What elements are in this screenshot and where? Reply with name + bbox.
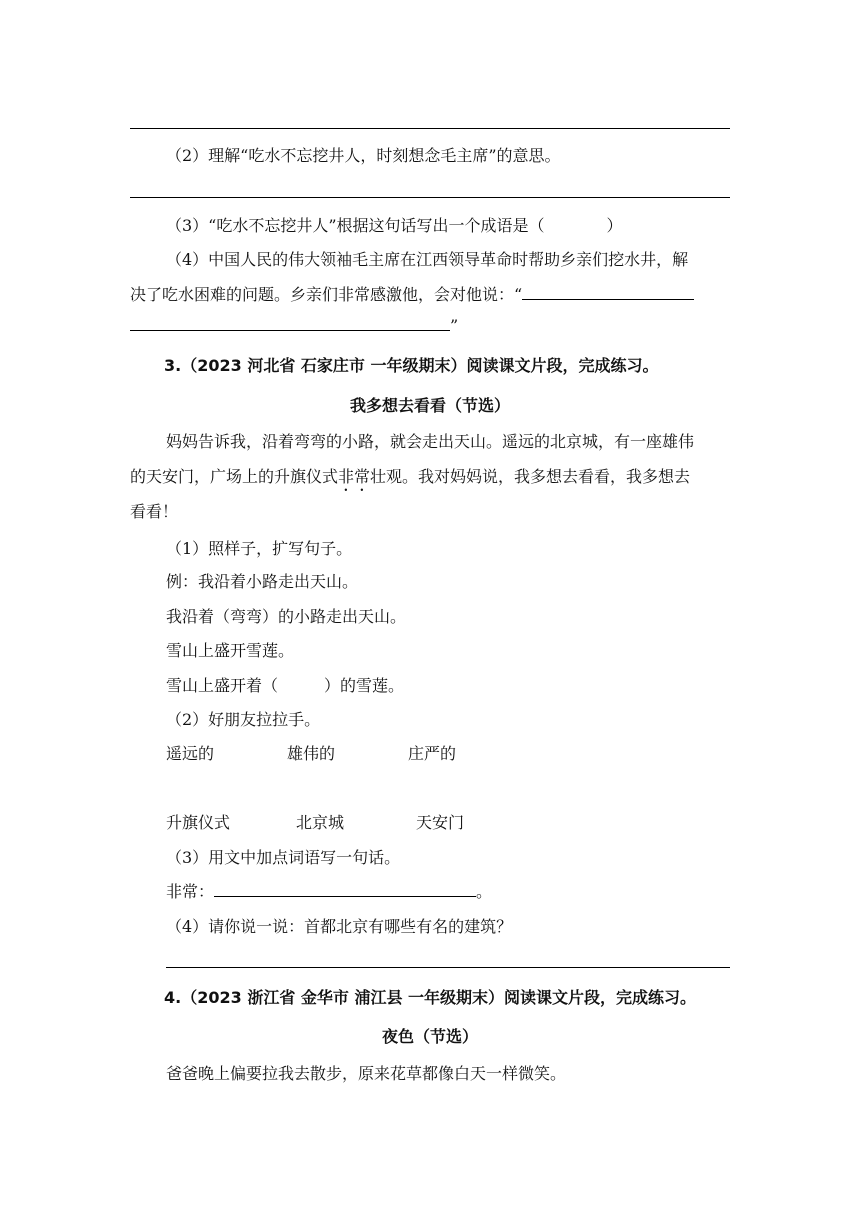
match-top-item[interactable]: 庄严的 [408, 744, 457, 763]
question-4-heading: 4.（2023 浙江省 金华市 浦江县 一年级期末）阅读课文片段，完成练习。 [164, 988, 697, 1007]
match-top-item[interactable]: 遥远的 [166, 744, 215, 763]
fill-suffix: ）的雪莲。 [324, 676, 405, 695]
passage-title: 夜色（节选） [381, 1027, 478, 1046]
item-3-suffix: ） [606, 216, 623, 235]
passage-title: 我多想去看看（节选） [349, 396, 510, 415]
quote-answer-blank[interactable] [522, 285, 694, 300]
match-top-item[interactable]: 雄伟的 [287, 744, 336, 763]
sentence-answer-blank[interactable] [214, 882, 476, 897]
item-4-text: 决了吃水困难的问题。乡亲们非常感激他，会对他说：“ [130, 285, 523, 304]
example-answer: 我沿着（弯弯）的小路走出天山。 [166, 607, 407, 626]
question-3-heading: 3.（2023 河北省 石家庄市 一年级期末）阅读课文片段，完成练习。 [164, 356, 659, 375]
sub-question-4: （4）请你说一说：首都北京有哪些有名的建筑？ [166, 917, 513, 936]
passage-line: 看看！ [130, 502, 179, 521]
sub-question-3: （3）用文中加点词语写一句话。 [166, 848, 401, 867]
example-sentence: 例：我沿着小路走出天山。 [166, 572, 359, 591]
match-bottom-item[interactable]: 天安门 [416, 813, 465, 832]
close-quote: ” [450, 316, 459, 335]
answer-line[interactable] [166, 967, 730, 968]
sub-question-1: （1）照样子，扩写句子。 [166, 539, 353, 558]
sentence-end: 。 [476, 882, 493, 901]
item-3-prefix: （3）“吃水不忘挖井人”根据这句话写出一个成语是（ [166, 216, 545, 235]
question-item-2-4-line2 [130, 285, 694, 305]
match-bottom-item[interactable]: 北京城 [296, 813, 345, 832]
fill-sentence [166, 676, 404, 696]
quote-answer-blank-continued[interactable] [130, 316, 450, 331]
passage-line [130, 467, 690, 495]
question-item-2-4-line1: （4）中国人民的伟大领袖毛主席在江西领导革命时帮助乡亲们挖水井，解 [166, 250, 689, 269]
answer-line[interactable] [130, 128, 730, 129]
fill-prefix: 雪山上盛开着（ [166, 676, 279, 695]
question-item-2-4-line3 [130, 316, 458, 336]
passage-text: 的天安门，广场上的升旗仪式 [130, 467, 339, 486]
question-item-2-2: （2）理解“吃水不忘挖井人，时刻想念毛主席”的意思。 [166, 146, 561, 165]
answer-line[interactable] [130, 197, 730, 198]
passage-line: 妈妈告诉我，沿着弯弯的小路，就会走出天山。遥远的北京城，有一座雄伟 [166, 432, 695, 451]
sentence-writing [166, 882, 492, 902]
dotted-word: 非常 [338, 467, 371, 486]
passage-line: 爸爸晚上偏要拉我去散步，原来花草都像白天一样微笑。 [166, 1064, 567, 1083]
given-sentence: 雪山上盛开雪莲。 [166, 641, 295, 660]
match-bottom-item[interactable]: 升旗仪式 [166, 813, 231, 832]
passage-text: 壮观。我对妈妈说，我多想去看看，我多想去 [370, 467, 691, 486]
word-prefix: 非常： [166, 882, 215, 901]
question-item-2-3 [166, 216, 623, 236]
sub-question-2: （2）好朋友拉拉手。 [166, 710, 321, 729]
